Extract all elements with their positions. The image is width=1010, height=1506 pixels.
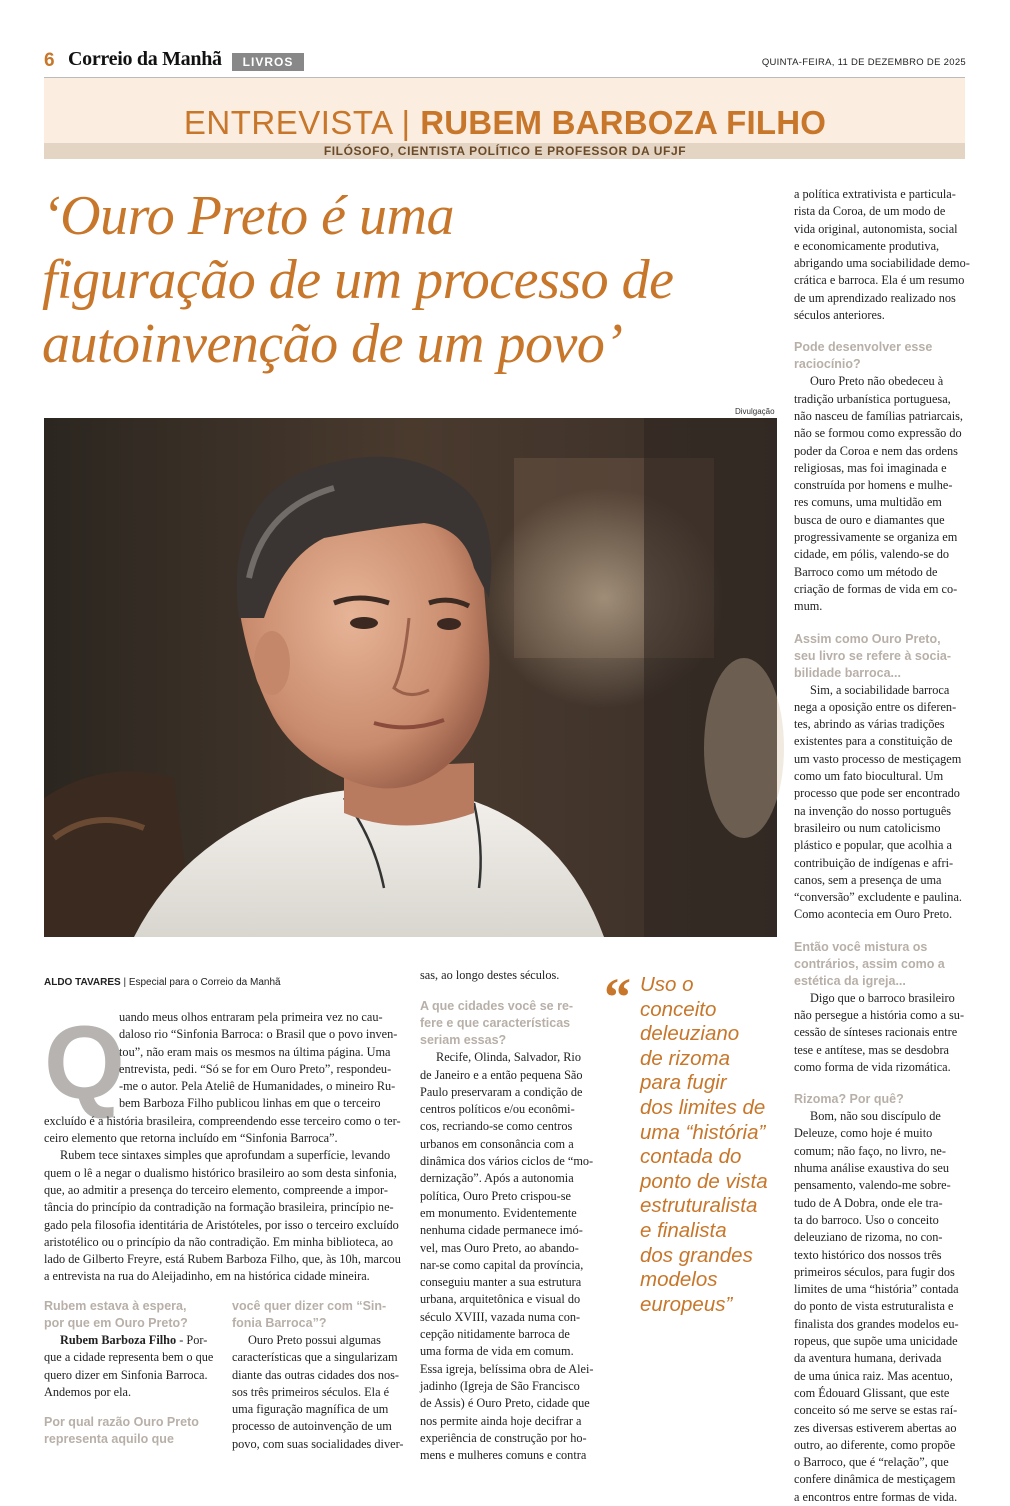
interviewee-photo <box>44 418 777 937</box>
text-line: mum. <box>794 599 823 614</box>
pull-quote-line: deleuziano <box>640 1022 740 1046</box>
text-line: vel, mas Ouro Preto, ao abando- <box>420 1240 579 1255</box>
text-line: não persegue a história como a su- <box>794 1007 965 1022</box>
text-line: tou”, não eram mais os mesmos na última página. Uma <box>119 1044 391 1059</box>
pull-quote-line: uma “história” <box>640 1120 766 1144</box>
text-line: tudo de A Dobra, onde ele tra- <box>794 1195 943 1210</box>
text-line: Sim, a sociabilidade barroca <box>810 682 950 697</box>
text-line: cessão de sínteses racionais entre <box>794 1025 958 1040</box>
text-line: cidade, em pólis, valendo-se do <box>794 547 950 562</box>
question-line: contrários, assim como a <box>794 956 945 971</box>
text-line: entrevista, pedi. “Só se for em Ouro Preto”, respondeu- <box>119 1061 392 1076</box>
kicker-subtitle: FILÓSOFO, CIENTISTA POLÍTICO E PROFESSOR DA UFJF <box>323 144 687 158</box>
text-line: limites de uma “história” contada <box>794 1282 959 1297</box>
text-line: tes, abrindo as várias tradições <box>794 717 945 732</box>
text-line: pensamento, valendo-me sobre- <box>794 1178 951 1193</box>
text-line: dernização”. Após a autonomia <box>420 1171 574 1186</box>
text-line: -me o autor. Pela Ateliê de Humanidades, o mineiro Ru- <box>119 1079 396 1094</box>
question-line: Então você mistura os <box>794 939 928 954</box>
text-line: confere dinâmica de mestiçagem <box>794 1472 956 1487</box>
text-line: nenhuma cidade permanece imó- <box>420 1223 583 1238</box>
text-line: nhuma análise exaustiva do seu <box>794 1161 950 1176</box>
text-line: a política extrativista e particula- <box>794 187 956 201</box>
text-line: quero dizer em Sinfonia Barroca. <box>44 1367 208 1382</box>
text-line: processo de autoinvenção de um <box>232 1419 392 1434</box>
text-line: ceiro elemento que retorna incluído em “Sinfonia Barroca”. <box>44 1131 338 1146</box>
question-line: seu livro se refere à socia- <box>794 648 952 663</box>
pull-quote-line: e finalista <box>640 1218 727 1242</box>
question-line: A que cidades você se re- <box>420 999 574 1014</box>
text-line: política, Ouro Preto crispou-se <box>420 1188 571 1203</box>
column-2 <box>232 1298 404 1453</box>
question <box>794 1091 964 1108</box>
text-line: centros políticos e/ou econômi- <box>420 1102 575 1117</box>
photo-credit: Divulgação <box>735 407 775 416</box>
text-line: que a cidade representa bem o que <box>44 1350 214 1365</box>
question-line: Rubem estava à espera, <box>44 1299 187 1313</box>
text-line: Barroco como um método de <box>794 564 938 579</box>
text-line: conseguiu manter a sua estrutura <box>420 1275 582 1290</box>
text-line: urbanos em consonância com a <box>420 1136 574 1151</box>
text-line: excluído é a história brasileira, compreendendo esse terceiro como o ter- <box>44 1113 401 1128</box>
text-line: “conversão” excludente e paulina. <box>794 890 962 905</box>
text-line: não nasceu de famílias patriarcais, <box>794 408 964 423</box>
text-line: uando meus olhos entraram pela primeira vez no cau- <box>119 1010 383 1024</box>
text-line: características que a singularizam <box>232 1350 398 1365</box>
page-number: 6 <box>44 50 55 71</box>
question <box>232 1298 404 1332</box>
question-line: estética da igreja... <box>794 973 906 988</box>
answer <box>794 186 970 324</box>
text-line: crática e barroca. Ela é um resumo <box>794 273 965 288</box>
pull-quote-line: ponto de vista <box>640 1169 768 1193</box>
question-line: bilidade barroca... <box>794 665 901 680</box>
text-line: tese e antítese, mas se desdobra <box>794 1042 950 1057</box>
text-line: na invenção do nosso português <box>794 803 952 818</box>
text-line: sas, ao longo destes séculos. <box>420 968 560 982</box>
question-line: fere e que características <box>420 1016 571 1031</box>
kicker-title <box>0 104 1010 142</box>
answer <box>44 1332 220 1401</box>
text-line: Rubem tece sintaxes simples que aprofundam a superfície, levando <box>60 1148 391 1163</box>
text-line: que, ao admitir a presença do terceiro elemento, compreende a impor- <box>44 1182 388 1197</box>
text-line: Digo que o barroco brasileiro <box>810 990 955 1005</box>
text-line: nega a oposição entre os diferen- <box>794 699 957 714</box>
portrait-illustration <box>44 418 777 937</box>
question-line: raciocínio? <box>794 357 861 372</box>
text-line: dinâmica dos vários ciclos de “mo- <box>420 1154 594 1169</box>
text-line: urbana, arquitetônica e visual do <box>420 1292 581 1307</box>
pull-quote-line: europeus” <box>640 1292 733 1316</box>
text-line: criação de formas de vida em co- <box>794 581 958 596</box>
column-3 <box>420 967 594 1464</box>
text-line: bem Barboza Filho publicou linhas em que o terceiro <box>119 1096 381 1111</box>
text-line: Ouro Preto possui algumas <box>248 1333 381 1347</box>
text-line: Bom, não sou discípulo de <box>810 1109 941 1124</box>
text-line: jadinho (Igreja de São Francisco <box>420 1378 580 1393</box>
text-line: plástico e popular, que acolhia a <box>794 838 952 853</box>
pull-quote-line: Uso o <box>640 973 694 996</box>
kicker-label: ENTREVISTA <box>183 104 392 141</box>
text-line: zes diversas estiverem abertas ao <box>794 1420 957 1435</box>
text-line: - Por- <box>176 1333 208 1347</box>
column-1 <box>44 1298 220 1448</box>
issue-date: QUINTA-FEIRA, 11 DE DEZEMBRO DE 2025 <box>761 57 966 68</box>
text-line: lado de Gilberto Freyre, está Rubem Barboza Filho, que, às 10h, marcou <box>44 1252 401 1267</box>
section-badge: LIVROS <box>232 53 304 71</box>
question-line: representa aquilo que <box>44 1432 174 1447</box>
text-line: nos permite ainda hoje decifrar a <box>420 1413 582 1428</box>
question <box>44 1414 220 1448</box>
answer <box>420 1049 594 1464</box>
interviewee-name: RUBEM BARBOZA FILHO <box>420 104 827 141</box>
byline <box>44 977 281 988</box>
text-line: a entrevista na rua do Aleijadinho, em na histórica cidade mineira. <box>44 1269 370 1284</box>
text-line: de Assis) é Ouro Preto, cidade que <box>420 1396 590 1411</box>
text-line: não se formou como expressão do <box>794 426 962 441</box>
text-line: rista da Coroa, de um modo de <box>794 204 946 219</box>
text-line: comum; não faço, no livro, ne- <box>794 1143 946 1158</box>
text-line: conceito só me serve se estas raí- <box>794 1403 958 1418</box>
text-line: poder da Coroa e nem das ordens <box>794 443 958 458</box>
text-line: e economicamente produtiva, <box>794 238 940 253</box>
question-line: Pode desenvolver esse <box>794 340 933 355</box>
text-line: contribuição de indígenas e afri- <box>794 855 954 870</box>
headline <box>42 185 782 380</box>
text-line: vida original, autonomista, social <box>794 221 958 236</box>
text-line: construída por homens e mulhe- <box>794 478 953 493</box>
text-line: res comuns, uma multidão em <box>794 495 942 510</box>
text-line: finalista dos grandes modelos eu- <box>794 1316 959 1331</box>
text-line: cos, recriando-se como centros <box>420 1119 573 1134</box>
text-line: outro, ao diferente, como propõe <box>794 1437 956 1452</box>
pull-quote-line: modelos <box>640 1268 718 1292</box>
text-line: deleuziano de rizoma, no con- <box>794 1230 943 1245</box>
text-line: a encontros entre formas de vida. <box>794 1489 958 1504</box>
question <box>794 939 964 990</box>
text-line: religiosas, mas foi imaginada e <box>794 460 947 475</box>
question-line: Rizoma? Por quê? <box>794 1092 904 1107</box>
text-line: tância do princípio da contradição na formação brasileira, princípio ne- <box>44 1200 394 1215</box>
intro-paragraph <box>44 1005 401 1286</box>
answer <box>232 1332 404 1453</box>
text-line: progressivamente se organiza em <box>794 530 958 545</box>
question <box>44 1298 220 1332</box>
text-line: ta do barroco. Uso o conceito <box>794 1212 939 1227</box>
text-line: daloso rio “Sinfonia Barroca: o Brasil que o povo inven- <box>119 1027 398 1042</box>
question-line: por que em Ouro Preto? <box>44 1316 188 1330</box>
text-line: texto histórico dos nossos três <box>794 1247 942 1262</box>
column-4 <box>794 186 970 1506</box>
byline-role: | Especial para o Correio da Manhã <box>120 977 281 988</box>
text-line: como um fato biocultural. Um <box>794 769 944 784</box>
text-line: gado pela filosofia identitária de Aristóteles, por isso o terceiro excluído <box>44 1217 399 1232</box>
text-line: Como acontecia em Ouro Preto. <box>794 907 953 922</box>
text-line: cepção nitidamente barroca de <box>420 1327 570 1342</box>
text-line: com Édouard Glissant, que este <box>794 1385 950 1400</box>
pull-quote-line: estruturalista <box>640 1194 758 1218</box>
pull-quote-line: para fugir <box>640 1071 727 1095</box>
question-line: Por qual razão Ouro Preto <box>44 1415 199 1430</box>
text-line: Paulo preservaram a condição de <box>420 1084 583 1099</box>
question-line: fonia Barroca”? <box>232 1316 327 1330</box>
text-line: mens e mulheres comuns e contra <box>420 1448 587 1463</box>
text-line: Andemos por ela. <box>44 1384 132 1399</box>
text-line: como forma de vida rizomática. <box>794 1059 951 1074</box>
question <box>794 339 964 373</box>
text-line: uma forma de vida em comum. <box>420 1344 574 1359</box>
text-line: quem o lê a negar o dualismo histórico brasileiro ao som desta sinfonia, <box>44 1165 397 1180</box>
text-line: século XVIII, vazada numa con- <box>420 1309 581 1324</box>
text-line: da aventura humana, derivada <box>794 1351 942 1366</box>
text-line: tradição urbanística portuguesa, <box>794 391 951 406</box>
text-line: Deleuze, como hoje é muito <box>794 1126 933 1141</box>
headline-line: ‘Ouro Preto é uma <box>42 185 454 247</box>
headline-line: autoinvenção de um povo’ <box>42 313 623 375</box>
text-line: Ouro Preto não obedeceu à <box>810 374 944 389</box>
answer <box>794 990 964 1076</box>
text-line: brasileiro ou num catolicismo <box>794 820 941 835</box>
question-line: você quer dizer com “Sin- <box>232 1299 387 1313</box>
text-line: em monumento. Evidentemente <box>420 1205 577 1220</box>
text-line: primeiros séculos, para fugir dos <box>794 1264 955 1279</box>
text-line: séculos anteriores. <box>794 308 885 323</box>
byline-author: ALDO TAVARES <box>44 977 121 988</box>
text-line: aristotélico ou o princípio da não contradição. Em minha biblioteca, ao <box>44 1234 393 1249</box>
text-line: povo, com suas socialidades diver- <box>232 1436 404 1451</box>
pull-quote-mark: “ <box>604 967 631 1027</box>
headline-line: figuração de um processo de <box>42 249 674 311</box>
text-line: processo que pode ser encontrado <box>794 786 960 801</box>
text-line: ropeus, que supõe uma unicidade <box>794 1334 958 1349</box>
text-line: diante das outras cidades dos nos- <box>232 1367 399 1382</box>
pull-quote-line: dos grandes <box>640 1243 753 1267</box>
text-line: Recife, Olinda, Salvador, Rio <box>436 1050 581 1065</box>
kicker-separator: | <box>391 104 421 141</box>
text-line: sos três primeiros séculos. Ela é <box>232 1384 390 1399</box>
text-line: nar-se como capital da província, <box>420 1257 584 1272</box>
text-line: de um aprendizado realizado nos <box>794 290 956 305</box>
text-line: abrigando uma sociabilidade demo- <box>794 256 970 271</box>
text-line: canos, sem a presença de uma <box>794 872 942 887</box>
pull-quote-line: conceito <box>640 997 717 1021</box>
question-line: seriam essas? <box>420 1033 507 1048</box>
text-line: de Janeiro e a então pequena São <box>420 1067 583 1082</box>
question <box>420 998 590 1049</box>
answer <box>794 682 964 924</box>
text-line: o Barroco, que é “relação”, que <box>794 1455 949 1470</box>
question-line: Assim como Ouro Preto, <box>794 631 941 646</box>
pull-quote-line: de rizoma <box>640 1046 731 1070</box>
answer <box>794 373 964 615</box>
newspaper-logo: Correio da Manhã <box>68 48 222 70</box>
text-line: de uma única raiz. Mas acentuo, <box>794 1368 953 1383</box>
text-line: existentes para a constituição de <box>794 734 953 749</box>
question <box>794 631 964 682</box>
text-line: um vasto processo de mestiçagem <box>794 751 962 766</box>
text-line: busca de ouro e diamantes que <box>794 512 945 527</box>
text-line: Essa igreja, belíssima obra de Alei- <box>420 1361 594 1376</box>
speaker-name: Rubem Barboza Filho <box>60 1333 177 1347</box>
text-line: experiência de construção por ho- <box>420 1430 587 1445</box>
pull-quote-line: contada do <box>640 1145 742 1169</box>
drop-cap: Q <box>44 1005 125 1121</box>
answer <box>794 1108 964 1506</box>
text-line: do ponto de vista estruturalista e <box>794 1299 954 1314</box>
pull-quote-line: dos limites de <box>640 1095 766 1119</box>
text-line: uma figuração magnífica de um <box>232 1402 389 1417</box>
pull-quote <box>640 973 790 1317</box>
